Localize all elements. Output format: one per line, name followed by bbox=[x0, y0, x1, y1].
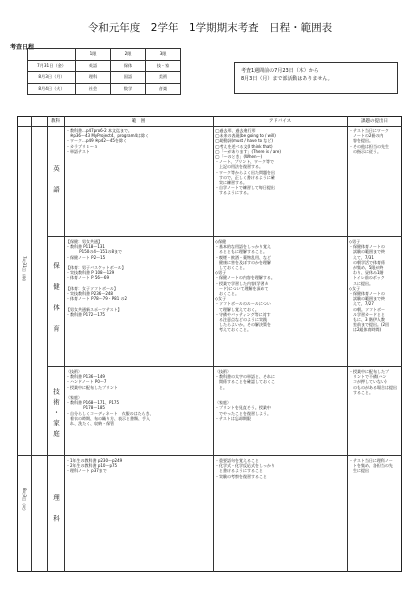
cell-line: は2組体育時間) bbox=[349, 327, 382, 333]
cell-line: 実に練習する。 bbox=[215, 180, 247, 186]
schedule-date: 7月31日（金） bbox=[28, 60, 76, 72]
cell-line: すので、正しく書けるように確 bbox=[215, 174, 275, 180]
cell-line: ・体育ノート P 56〜69 bbox=[66, 275, 110, 281]
cell-line: ・ノート、プリント、ワーク等で bbox=[215, 159, 274, 165]
cell-line: 〈技術〉 bbox=[66, 369, 82, 374]
schedule-date: 8月3日（月） bbox=[28, 72, 76, 84]
deadline-cell-science bbox=[349, 458, 401, 474]
cell-line: ・授業で学習した内容(学習カ bbox=[215, 280, 269, 286]
schedule-header-cell: 1限 bbox=[76, 49, 111, 61]
cell-line: ・テストは忘却期限 bbox=[215, 415, 251, 421]
advice-cell-tech-home bbox=[215, 369, 346, 421]
cell-line: のものがある場合は提出 bbox=[349, 384, 397, 390]
cell-line: が集め、5限が終 bbox=[349, 265, 384, 271]
cell-line: れ、洗たく、収納・保管 bbox=[66, 421, 115, 427]
cell-line: ◇保健 bbox=[215, 239, 227, 244]
subject-name-science: 理 科 bbox=[52, 494, 60, 526]
cell-line: ・授業中に配布したプ bbox=[349, 369, 389, 374]
cell-line: えて、7/31 bbox=[349, 254, 374, 260]
cell-line: の朝。ソフトボー bbox=[349, 306, 385, 312]
schedule-subject: 技・家 bbox=[146, 60, 181, 72]
cell-line: ◇男子 bbox=[215, 270, 227, 276]
cell-line: ・体育ノート P78〜79・P81 の2 bbox=[66, 296, 128, 302]
cell-line: ・ハンドノート P0〜7 bbox=[66, 379, 107, 385]
divider bbox=[47, 236, 402, 237]
cell-line: ・教科書の太字の単語と、それに bbox=[215, 374, 275, 380]
table-row bbox=[28, 72, 181, 84]
cell-line: ・教科書 P136〜149 bbox=[66, 374, 105, 380]
cell-line: ◇女子 bbox=[215, 296, 227, 302]
cell-line: ・理科ノート p37まで bbox=[66, 468, 107, 474]
cell-line: ル学習カードとと bbox=[349, 311, 385, 317]
cell-line: ・実技教科書 P236〜248 bbox=[66, 291, 113, 296]
day2-label: 8月3日（月） bbox=[22, 488, 27, 514]
cell-line: 〈家庭〉 bbox=[215, 400, 231, 406]
cell-line: ・実技教科書 P 108〜129 bbox=[66, 270, 115, 276]
cell-line: トを集め、各担当の先 bbox=[349, 463, 393, 469]
subject-name-pe: 保 健 体 育 bbox=[52, 262, 60, 336]
cell-line: 試験の範囲まで終 bbox=[349, 296, 385, 302]
cell-line: ・保健ノート P2〜15 bbox=[66, 254, 106, 260]
advice-cell-pe bbox=[215, 239, 346, 333]
cell-line: ・自分らしくコーディネート 衣服のはたらき、 bbox=[66, 410, 154, 416]
advice-cell-science bbox=[215, 458, 346, 479]
divider bbox=[64, 116, 65, 572]
header-subject: 教科 bbox=[51, 119, 60, 124]
cell-line: ・保健ノートの内容を理解する。 bbox=[215, 275, 275, 281]
deadline-cell-tech-home bbox=[349, 369, 401, 395]
schedule-subject: 保体 bbox=[111, 60, 146, 72]
cell-line: したらよいか。その解決策を bbox=[215, 322, 271, 328]
cell-line: ・守備やバッティング等に対す bbox=[215, 311, 271, 317]
cell-line: ・ワーク…p49 ※p42〜45を除く bbox=[66, 138, 127, 144]
cell-line: ・ソフトボールのルールについ bbox=[215, 301, 271, 307]
day1-label: 7月31日（金） bbox=[22, 256, 27, 284]
cell-line: 上記の用法を復習する。 bbox=[215, 164, 263, 170]
schedule-label: 考査日程 bbox=[10, 44, 35, 51]
cell-line: 関係することを確認しておくこ bbox=[215, 379, 275, 385]
cell-line: ・教科書…p47pro6-2 本文迄まで。 bbox=[66, 128, 132, 133]
schedule-subject: 社会 bbox=[76, 83, 111, 95]
schedule-subject: 国語 bbox=[111, 72, 146, 84]
cell-line: ・ワーク等からよく出た問題を出 bbox=[215, 169, 275, 175]
cell-line: 容を提出。 bbox=[349, 138, 373, 144]
divider bbox=[47, 116, 48, 572]
cell-line: と。 bbox=[215, 384, 227, 390]
range-cell-science bbox=[66, 458, 212, 474]
cell-line: 〈技術〉 bbox=[215, 369, 231, 374]
cell-line: ・教科書 P118〜131 bbox=[66, 244, 105, 250]
cell-line: スに提出。 bbox=[349, 280, 373, 286]
schedule-date: 8月4日（火） bbox=[28, 83, 76, 95]
cell-line: 【体育：女子ソフトボール】 bbox=[66, 285, 118, 291]
cell-line: ・保健体育ノートの bbox=[349, 291, 385, 297]
schedule-header-cell: 3限 bbox=[146, 49, 181, 61]
cell-line: リントで不備(ハン bbox=[349, 374, 387, 380]
schedule-header-cell bbox=[28, 49, 76, 61]
cell-line: 【体育：男子バスケットボール】 bbox=[66, 265, 126, 270]
cell-line: ・カラブリ１〜５ bbox=[66, 143, 98, 149]
cell-line: 【男女共通新スポーツテスト】 bbox=[66, 306, 122, 312]
cell-line: 室前まで提出。(2回 bbox=[349, 322, 390, 328]
cell-line: でやったことを復習しよう。 bbox=[215, 410, 271, 416]
schedule-subject: 理科 bbox=[76, 72, 111, 84]
cell-line: するようにする。 bbox=[215, 190, 251, 196]
schedule-subject: 美術 bbox=[146, 72, 181, 84]
cell-line: もに、3 階伊人教 bbox=[349, 317, 385, 323]
range-cell-pe bbox=[66, 239, 212, 317]
page-title: 令和元年度 2学年 1学期期末考査 日程・範囲表 bbox=[87, 22, 333, 34]
cell-line: ・喫煙・飲酒・薬物乱用、など bbox=[215, 254, 271, 260]
note-line: 考査1週間前の7月23日（木）から bbox=[241, 68, 319, 74]
cell-line: ◯助動詞(must / have to など) bbox=[215, 138, 273, 144]
schedule-subject: 数学 bbox=[111, 83, 146, 95]
cell-line: て理解し覚えておく。 bbox=[215, 306, 259, 312]
cell-line: る注意点などのように実践 bbox=[215, 317, 267, 323]
cell-line: ・教科書 P168〜171、P175 bbox=[66, 400, 119, 406]
header-deadline: 課題の提出日 bbox=[361, 119, 388, 124]
cell-line: ・テスト当日に理科ノー bbox=[349, 458, 393, 463]
cell-line: すること。 bbox=[349, 389, 373, 395]
schedule-table bbox=[27, 48, 181, 95]
divider bbox=[17, 455, 402, 456]
range-cell-tech-home bbox=[66, 369, 212, 426]
cell-line: わり、昼休み1階 bbox=[349, 270, 384, 276]
cell-line: ◇女子 bbox=[349, 285, 361, 291]
cell-line: ・その他は担当の先生 bbox=[349, 143, 389, 149]
schedule-subject: 音楽 bbox=[146, 83, 181, 95]
subject-name-english: 英 語 bbox=[52, 165, 60, 197]
cell-line: の朝学活で体育係 bbox=[349, 259, 385, 265]
divider bbox=[347, 116, 348, 572]
deadline-cell-pe bbox=[349, 239, 401, 333]
cell-line: コが押していない) bbox=[349, 379, 387, 385]
note-line: 8月3日（月）まで部活動はありません。 bbox=[241, 76, 333, 82]
cell-line: 健康に害を及ぼすのかを理解 bbox=[215, 259, 271, 265]
cell-line: P178〜185 bbox=[66, 405, 105, 411]
deadline-cell-english bbox=[349, 128, 401, 154]
cell-line: 【保健：男女共通】 bbox=[66, 239, 102, 244]
cell-line: 着衣の時期、布の織り方、表示と書類、手入 bbox=[66, 415, 150, 421]
divider bbox=[213, 116, 214, 572]
schedule-header-cell: 2限 bbox=[111, 49, 146, 61]
cell-line: ◯「〜のとき」(When〜) bbox=[215, 154, 263, 160]
cell-line: トイレ前のボック bbox=[349, 275, 385, 281]
table-row bbox=[28, 83, 181, 95]
cell-line: ◯未来の表現(be going to / will) bbox=[215, 133, 276, 139]
cell-line: ・重要語句を覚えること bbox=[215, 458, 259, 463]
cell-line: 考えておくこと。 bbox=[215, 327, 251, 333]
cell-line: おくこと。 bbox=[215, 291, 239, 297]
cell-line: ◇男子 bbox=[349, 239, 361, 244]
header-range: 範 囲 bbox=[131, 119, 146, 124]
cell-line: ード)について理解を深めて bbox=[215, 285, 269, 291]
cell-line: 生に提出 bbox=[349, 468, 369, 474]
range-cell-english bbox=[66, 128, 212, 154]
cell-line: ・2年生の教科書 p10〜p75 bbox=[66, 463, 118, 469]
cell-line: ・授業中に配布したプリント bbox=[66, 384, 118, 390]
cell-line: ・単語テスト bbox=[66, 148, 90, 154]
cell-line: ※p36〜43 MyProject4、program4は除く bbox=[66, 133, 150, 139]
cell-line: P150の4〜151の8まで bbox=[66, 249, 123, 255]
cell-line: しておくこと。 bbox=[215, 265, 247, 271]
cell-line: と書けるようにすること bbox=[215, 468, 263, 474]
divider bbox=[47, 366, 402, 367]
cell-line: ・プリントを見直そう。授業中 bbox=[215, 405, 271, 411]
divider bbox=[31, 116, 32, 572]
header-advice: アドバイス bbox=[268, 119, 292, 124]
cell-line: の指示に従う。 bbox=[349, 148, 381, 154]
divider bbox=[17, 126, 402, 127]
cell-line: ・基本的な用語をしっかり覚え bbox=[215, 244, 271, 250]
cell-line: ◯過去形、過去進行形 bbox=[215, 128, 256, 133]
cell-line: ・実験の考察を復習すること bbox=[215, 473, 267, 479]
cell-line: ・自学ノートで練習して毎日提出 bbox=[215, 185, 275, 191]
table-row bbox=[28, 60, 181, 72]
cell-line: 試験の範囲まで終 bbox=[349, 249, 385, 255]
cell-line: ・テスト当日にワーク bbox=[349, 128, 389, 133]
cell-line: えて、7/27 bbox=[349, 301, 374, 307]
schedule-subject: 英語 bbox=[76, 60, 111, 72]
cell-line: ◯「〜があります」(There is / are) bbox=[215, 148, 281, 154]
cell-line: ◯考えを述べる文(I think that) bbox=[215, 143, 273, 149]
cell-line: ・化学式・化学反応式をしっかり bbox=[215, 463, 275, 469]
cell-line: るとともに理解すること。 bbox=[215, 249, 267, 255]
cell-line: 〈家庭〉 bbox=[66, 395, 82, 400]
cell-line: ・保健体育ノートの bbox=[349, 244, 385, 250]
cell-line: ノートの2冊の内 bbox=[349, 133, 384, 139]
subject-name-tech-home: 技術・家庭 bbox=[52, 388, 60, 441]
club-activity-note bbox=[234, 62, 398, 94]
table-row bbox=[28, 49, 181, 61]
cell-line: ・教科書 P172〜175 bbox=[66, 311, 105, 317]
cell-line: ・1年生の教科書 p230〜p249 bbox=[66, 458, 123, 463]
advice-cell-english bbox=[215, 128, 346, 196]
